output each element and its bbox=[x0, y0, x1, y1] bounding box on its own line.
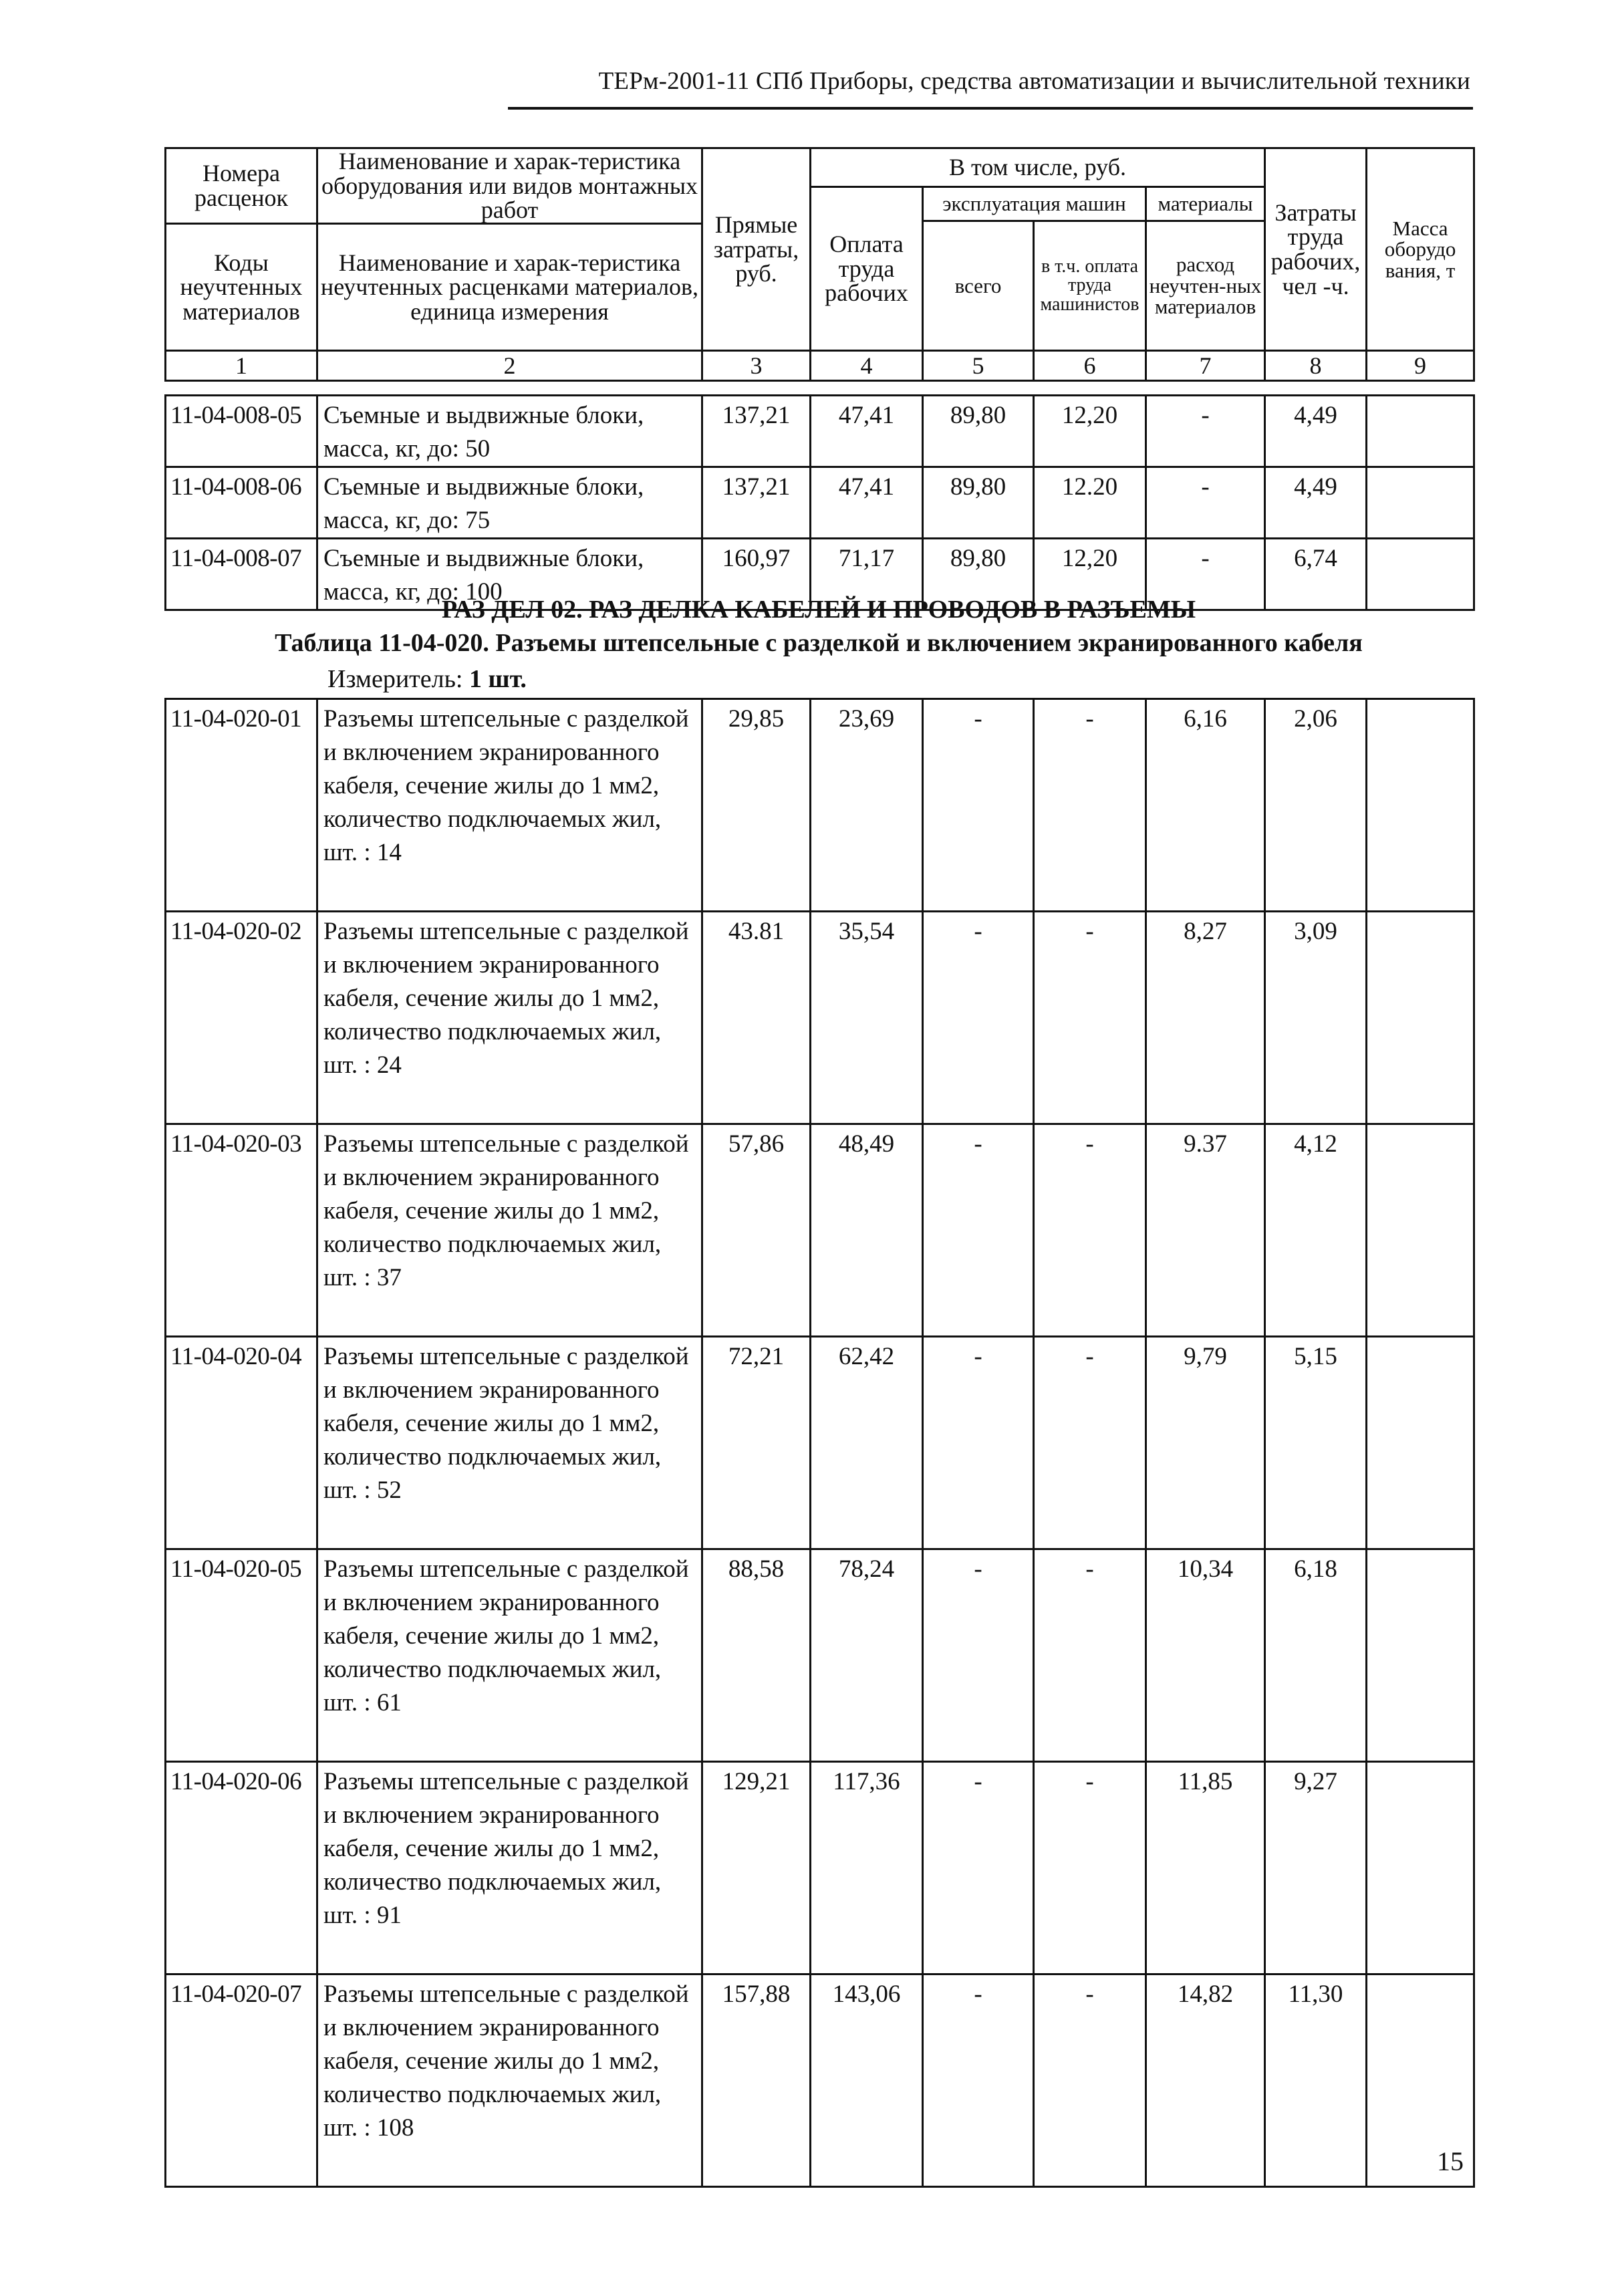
row-materials: - bbox=[1146, 539, 1265, 610]
table-row bbox=[166, 1549, 1474, 1762]
row-machines-total: 89,80 bbox=[923, 467, 1034, 539]
page-header-title: ТЕРм-2001-11 СПб Приборы, средства автоматизации и вычислительной техники bbox=[598, 68, 1470, 95]
col-number-8: 8 bbox=[1265, 351, 1367, 381]
row-labor-hours: 3,09 bbox=[1265, 912, 1367, 1124]
row-labor-hours: 4,49 bbox=[1265, 396, 1367, 467]
col-number-1: 1 bbox=[166, 351, 317, 381]
row-operator-pay: - bbox=[1034, 1762, 1146, 1974]
row-code: 11-04-020-04 bbox=[166, 1337, 317, 1549]
row-direct-costs: 160,97 bbox=[702, 539, 811, 610]
row-machines-total: - bbox=[923, 1974, 1034, 2187]
row-operator-pay: 12,20 bbox=[1034, 396, 1146, 467]
row-machines-total: - bbox=[923, 1124, 1034, 1337]
row-direct-costs: 43.81 bbox=[702, 912, 811, 1124]
row-mass bbox=[1367, 467, 1474, 539]
col-number-2: 2 bbox=[317, 351, 702, 381]
row-name: Съемные и выдвижные блоки, масса, кг, до: 100 bbox=[317, 539, 702, 610]
row-code: 11-04-020-06 bbox=[166, 1762, 317, 1974]
row-machines-total: - bbox=[923, 1762, 1034, 1974]
row-name: Разъемы штепсельные с разделкой и включением экранированного кабеля, сечение жилы до 1 мм2, количество подключаемых жил, шт. : 52 bbox=[317, 1337, 702, 1549]
row-mass bbox=[1367, 1124, 1474, 1337]
table-row bbox=[166, 1762, 1474, 1974]
col-header-including-group: В том числе, руб. bbox=[811, 148, 1265, 187]
col-header-operator-pay: в т.ч. оплата труда машинистов bbox=[1034, 221, 1146, 351]
row-labor-hours: 2,06 bbox=[1265, 699, 1367, 912]
row-materials: - bbox=[1146, 396, 1265, 467]
row-operator-pay: - bbox=[1034, 1549, 1146, 1762]
col-header-direct-costs: Прямые затраты, руб. bbox=[702, 148, 811, 351]
row-labor-hours: 4,49 bbox=[1265, 467, 1367, 539]
col-number-9: 9 bbox=[1367, 351, 1474, 381]
row-worker-pay: 78,24 bbox=[811, 1549, 923, 1762]
row-machines-total: - bbox=[923, 1337, 1034, 1549]
col-header-equipment-mass: Масса оборудо вания, т bbox=[1367, 148, 1474, 351]
row-materials: 11,85 bbox=[1146, 1762, 1265, 1974]
col-header-machine-operation: эксплуатация машин bbox=[923, 187, 1146, 221]
table-row bbox=[166, 1974, 1474, 2187]
row-worker-pay: 47,41 bbox=[811, 467, 923, 539]
row-name: Разъемы штепсельные с разделкой и включением экранированного кабеля, сечение жилы до 1 мм2, количество подключаемых жил, шт. : 24 bbox=[317, 912, 702, 1124]
page-number: 15 bbox=[1437, 2146, 1464, 2176]
row-worker-pay: 35,54 bbox=[811, 912, 923, 1124]
row-direct-costs: 57,86 bbox=[702, 1124, 811, 1337]
row-machines-total: 89,80 bbox=[923, 539, 1034, 610]
table-row bbox=[166, 1124, 1474, 1337]
section-title: РАЗ ДЕЛ 02. РАЗ ДЕЛКА КАБЕЛЕЙ И ПРОВОДОВ В РАЗЪЕМЫ bbox=[441, 596, 1196, 624]
column-header-table bbox=[164, 147, 1475, 382]
row-labor-hours: 4,12 bbox=[1265, 1124, 1367, 1337]
unit-label: Измеритель: bbox=[327, 665, 463, 693]
row-materials: 10,34 bbox=[1146, 1549, 1265, 1762]
row-worker-pay: 47,41 bbox=[811, 396, 923, 467]
header-divider bbox=[508, 107, 1473, 110]
row-code: 11-04-020-03 bbox=[166, 1124, 317, 1337]
col-header-unaccounted-materials: расход неучтен-ных материалов bbox=[1146, 221, 1265, 351]
row-mass bbox=[1367, 396, 1474, 467]
row-mass bbox=[1367, 1337, 1474, 1549]
col-number-7: 7 bbox=[1146, 351, 1265, 381]
rates-table-008 bbox=[164, 394, 1475, 611]
row-labor-hours: 6,18 bbox=[1265, 1549, 1367, 1762]
table-title: Таблица 11-04-020. Разъемы штепсельные с разделкой и включением экранированного кабеля bbox=[275, 629, 1363, 657]
col-header-machines-total: всего bbox=[923, 221, 1034, 351]
row-code: 11-04-020-01 bbox=[166, 699, 317, 912]
row-worker-pay: 62,42 bbox=[811, 1337, 923, 1549]
row-machines-total: - bbox=[923, 699, 1034, 912]
col-header-worker-pay: Оплата труда рабочих bbox=[811, 187, 923, 351]
row-code: 11-04-020-07 bbox=[166, 1974, 317, 2187]
table-row bbox=[166, 699, 1474, 912]
row-operator-pay: - bbox=[1034, 1974, 1146, 2187]
row-machines-total: 89,80 bbox=[923, 396, 1034, 467]
row-materials: 6,16 bbox=[1146, 699, 1265, 912]
col-header-material-name: Наименование и харак-теристика неучтенных расценками материалов, единица измерения bbox=[317, 224, 702, 351]
row-code: 11-04-020-02 bbox=[166, 912, 317, 1124]
row-worker-pay: 71,17 bbox=[811, 539, 923, 610]
col-number-4: 4 bbox=[811, 351, 923, 381]
col-header-labor-hours: Затраты труда рабочих, чел -ч. bbox=[1265, 148, 1367, 351]
row-worker-pay: 143,06 bbox=[811, 1974, 923, 2187]
col-number-5: 5 bbox=[923, 351, 1034, 381]
row-name: Съемные и выдвижные блоки, масса, кг, до: 50 bbox=[317, 396, 702, 467]
row-worker-pay: 117,36 bbox=[811, 1762, 923, 1974]
row-labor-hours: 11,30 bbox=[1265, 1974, 1367, 2187]
table-row bbox=[166, 467, 1474, 539]
row-direct-costs: 88,58 bbox=[702, 1549, 811, 1762]
row-name: Разъемы штепсельные с разделкой и включением экранированного кабеля, сечение жилы до 1 мм2, количество подключаемых жил, шт. : 61 bbox=[317, 1549, 702, 1762]
row-name: Разъемы штепсельные с разделкой и включением экранированного кабеля, сечение жилы до 1 мм2, количество подключаемых жил, шт. : 37 bbox=[317, 1124, 702, 1337]
row-direct-costs: 72,21 bbox=[702, 1337, 811, 1549]
row-mass bbox=[1367, 1549, 1474, 1762]
row-name: Разъемы штепсельные с разделкой и включением экранированного кабеля, сечение жилы до 1 мм2, количество подключаемых жил, шт. : 108 bbox=[317, 1974, 702, 2187]
row-materials: 9.37 bbox=[1146, 1124, 1265, 1337]
col-header-material-codes: Коды неучтенных материалов bbox=[166, 224, 317, 351]
unit-line bbox=[327, 664, 527, 694]
table-row bbox=[166, 912, 1474, 1124]
row-code: 11-04-008-07 bbox=[166, 539, 317, 610]
row-materials: 14,82 bbox=[1146, 1974, 1265, 2187]
row-code: 11-04-020-05 bbox=[166, 1549, 317, 1762]
row-labor-hours: 6,74 bbox=[1265, 539, 1367, 610]
row-direct-costs: 129,21 bbox=[702, 1762, 811, 1974]
row-labor-hours: 9,27 bbox=[1265, 1762, 1367, 1974]
row-operator-pay: - bbox=[1034, 1337, 1146, 1549]
row-operator-pay: 12.20 bbox=[1034, 467, 1146, 539]
row-operator-pay: - bbox=[1034, 912, 1146, 1124]
row-materials: - bbox=[1146, 467, 1265, 539]
row-materials: 9,79 bbox=[1146, 1337, 1265, 1549]
row-operator-pay: - bbox=[1034, 699, 1146, 912]
row-direct-costs: 137,21 bbox=[702, 467, 811, 539]
table-row bbox=[166, 1337, 1474, 1549]
col-number-6: 6 bbox=[1034, 351, 1146, 381]
row-materials: 8,27 bbox=[1146, 912, 1265, 1124]
col-header-work-name: Наименование и харак-теристика оборудования или видов монтажных работ bbox=[317, 148, 702, 224]
row-operator-pay: 12,20 bbox=[1034, 539, 1146, 610]
row-name: Съемные и выдвижные блоки, масса, кг, до: 75 bbox=[317, 467, 702, 539]
col-header-rate-numbers: Номера расценок bbox=[166, 148, 317, 224]
row-operator-pay: - bbox=[1034, 1124, 1146, 1337]
row-name: Разъемы штепсельные с разделкой и включением экранированного кабеля, сечение жилы до 1 мм2, количество подключаемых жил, шт. : 14 bbox=[317, 699, 702, 912]
row-mass bbox=[1367, 1762, 1474, 1974]
row-code: 11-04-008-06 bbox=[166, 467, 317, 539]
row-labor-hours: 5,15 bbox=[1265, 1337, 1367, 1549]
row-code: 11-04-008-05 bbox=[166, 396, 317, 467]
row-worker-pay: 23,69 bbox=[811, 699, 923, 912]
col-number-3: 3 bbox=[702, 351, 811, 381]
row-direct-costs: 137,21 bbox=[702, 396, 811, 467]
row-mass bbox=[1367, 912, 1474, 1124]
col-header-materials: материалы bbox=[1146, 187, 1265, 221]
row-machines-total: - bbox=[923, 1549, 1034, 1762]
row-mass bbox=[1367, 699, 1474, 912]
row-direct-costs: 29,85 bbox=[702, 699, 811, 912]
unit-value: 1 шт. bbox=[469, 665, 527, 693]
row-name: Разъемы штепсельные с разделкой и включением экранированного кабеля, сечение жилы до 1 мм2, количество подключаемых жил, шт. : 91 bbox=[317, 1762, 702, 1974]
row-direct-costs: 157,88 bbox=[702, 1974, 811, 2187]
row-worker-pay: 48,49 bbox=[811, 1124, 923, 1337]
table-row bbox=[166, 396, 1474, 467]
rates-table-020 bbox=[164, 698, 1475, 2188]
row-machines-total: - bbox=[923, 912, 1034, 1124]
